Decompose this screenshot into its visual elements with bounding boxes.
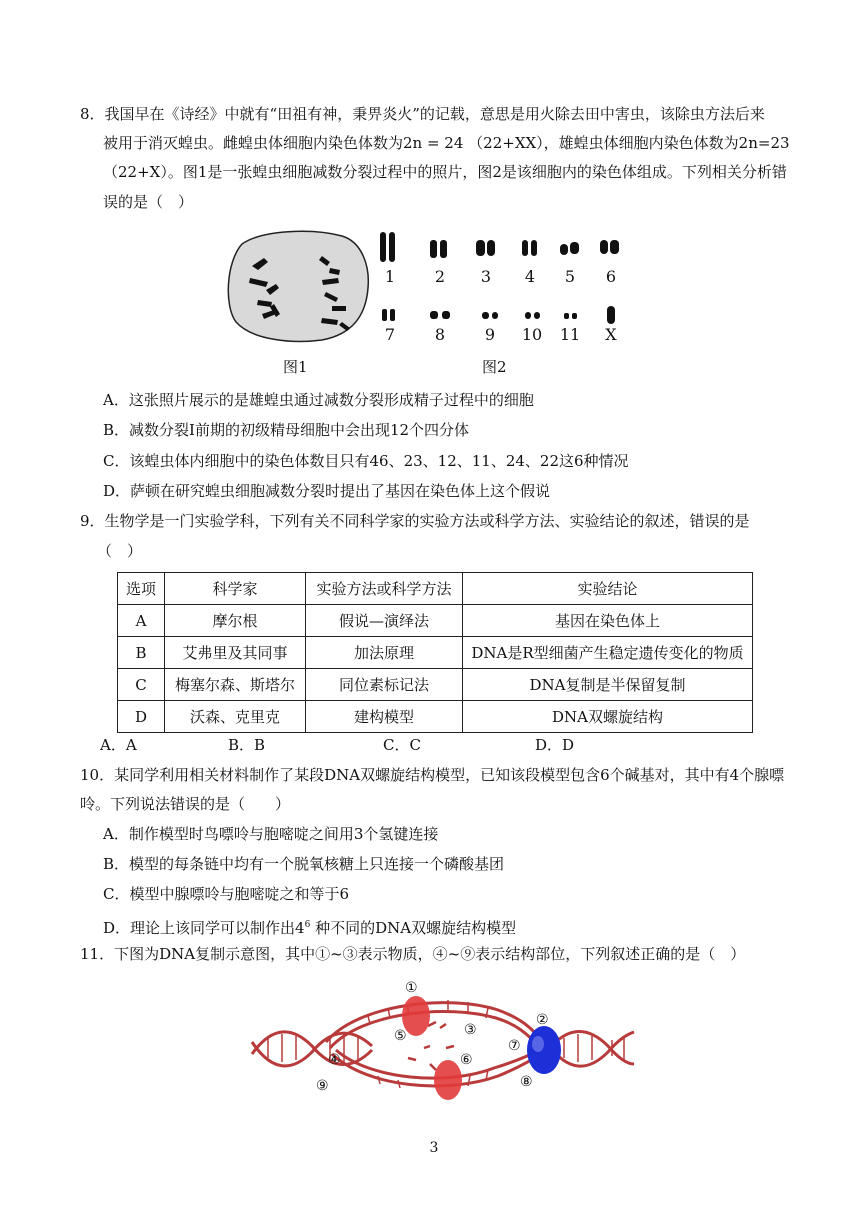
q9-table xyxy=(117,572,753,733)
karyo-label-6: 6 xyxy=(605,267,617,286)
q9-option-c: C．C xyxy=(383,736,421,754)
karyo-label-9: 9 xyxy=(484,325,496,344)
table-cell: DNA复制是半保留复制 xyxy=(463,669,753,701)
label-7: ⑦ xyxy=(508,1038,521,1054)
q9-line1: 9．生物学是一门实验学科，下列有关不同科学家的实验方法或科学方法、实验结论的叙述，错误的是 xyxy=(80,512,750,530)
table-cell: 艾弗里及其同事 xyxy=(165,637,306,669)
q10-line2: 呤。下列说法错误的是（ ） xyxy=(80,795,291,813)
q10-option-d: D．理论上该同学可以制作出$4^6$ 种不同的DNA双螺旋结构模型 xyxy=(103,919,517,937)
table-cell: B xyxy=(118,637,165,669)
table-cell: A xyxy=(118,605,165,637)
figure-2-caption: 图2 xyxy=(482,358,507,376)
karyo-label-3: 3 xyxy=(480,267,492,286)
q8-option-b: B．减数分裂Ⅰ前期的初级精母细胞中会出现12个四分体 xyxy=(103,421,470,439)
table-cell: 摩尔根 xyxy=(165,605,306,637)
q8-option-d: D．萨顿在研究蝗虫细胞减数分裂时提出了基因在染色体上这个假说 xyxy=(103,482,551,500)
table-cell: 沃森、克里克 xyxy=(165,701,306,733)
q11-dna-replication-diagram xyxy=(248,976,636,1104)
q8-option-c: C．该蝗虫体内细胞中的染色体数目只有46、23、12、11、24、22这6种情况 xyxy=(103,452,629,470)
karyo-label-7: 7 xyxy=(384,325,396,344)
karyo-label-8: 8 xyxy=(434,325,446,344)
q10-option-b: B．模型的每条链中均有一个脱氧核糖上只连接一个磷酸基团 xyxy=(103,855,505,873)
q9-option-d: D．D xyxy=(535,736,575,754)
q8-line4: 误的是（ ） xyxy=(103,193,194,211)
figure-1-cell-photo xyxy=(222,226,372,344)
q9-option-a: A．A xyxy=(100,736,137,754)
label-3: ③ xyxy=(464,1022,477,1038)
q8-line1: 8．我国早在《诗经》中就有“田祖有神，秉畀炎火”的记载，意思是用火除去田中害虫，该除虫方法后来 xyxy=(80,105,765,123)
table-cell: 同位素标记法 xyxy=(306,669,463,701)
table-cell: DNA双螺旋结构 xyxy=(463,701,753,733)
label-4: ④ xyxy=(328,1052,341,1068)
exponent: 6 xyxy=(304,920,311,930)
q9-option-b: B．B xyxy=(228,736,266,754)
table-header: 实验结论 xyxy=(463,573,753,605)
table-row xyxy=(118,637,753,669)
karyo-label-x: X xyxy=(605,325,617,344)
page-number: 3 xyxy=(429,1140,439,1156)
q10-line1: 10．某同学利用相关材料制作了某段DNA双螺旋结构模型，已知该段模型包含6个碱基对，其中有4个腺嘌 xyxy=(80,766,785,784)
table-header: 选项 xyxy=(118,573,165,605)
q11-line1: 11．下图为DNA复制示意图，其中①~③表示物质，④~⑨表示结构部位，下列叙述正确的是（ ） xyxy=(80,945,746,963)
figure-1-caption: 图1 xyxy=(283,358,308,376)
karyo-label-4: 4 xyxy=(524,267,536,286)
q10-option-a: A．制作模型时鸟嘌呤与胞嘧啶之间用3个氢键连接 xyxy=(103,825,439,843)
table-cell: C xyxy=(118,669,165,701)
karyo-label-2: 2 xyxy=(434,267,446,286)
table-header: 科学家 xyxy=(165,573,306,605)
table-header: 实验方法或科学方法 xyxy=(306,573,463,605)
q8-line3: （22+X）。图1是一张蝗虫细胞减数分裂过程中的照片，图2是该细胞内的染色体组成。下列相关分析错 xyxy=(103,163,787,181)
q10-option-c: C．模型中腺嘌呤与胞嘧啶之和等于6 xyxy=(103,885,350,903)
table-cell: D xyxy=(118,701,165,733)
karyo-label-10: 10 xyxy=(521,325,543,344)
q8-line2: 被用于消灭蝗虫。雌蝗虫体细胞内染色体数为2n = 24 （22+XX），雄蝗虫体细胞内染色体数为2n=23 xyxy=(103,134,790,152)
chromosome-row-1 xyxy=(380,232,619,262)
karyo-label-11: 11 xyxy=(559,325,581,344)
table-cell: 加法原理 xyxy=(306,637,463,669)
table-header-row xyxy=(118,573,753,605)
q9-line2: （ ） xyxy=(97,542,143,560)
table-row xyxy=(118,701,753,733)
chromosome-row-2 xyxy=(382,306,615,324)
label-1: ① xyxy=(405,980,418,996)
table-cell: 梅塞尔森、斯塔尔 xyxy=(165,669,306,701)
figure-2-karyotype xyxy=(370,226,635,344)
table-row xyxy=(118,669,753,701)
table-cell: 基因在染色体上 xyxy=(463,605,753,637)
label-5: ⑤ xyxy=(394,1028,407,1044)
label-6: ⑥ xyxy=(460,1052,473,1068)
table-cell: 建构模型 xyxy=(306,701,463,733)
label-2: ② xyxy=(536,1012,549,1028)
table-row xyxy=(118,605,753,637)
label-8: ⑧ xyxy=(520,1074,533,1090)
table-cell: 假说—演绎法 xyxy=(306,605,463,637)
label-9: ⑨ xyxy=(316,1078,329,1094)
table-cell: DNA是R型细菌产生稳定遗传变化的物质 xyxy=(463,637,753,669)
q8-option-a: A．这张照片展示的是雄蝗虫通过减数分裂形成精子过程中的细胞 xyxy=(103,391,534,409)
karyo-label-5: 5 xyxy=(564,267,576,286)
karyo-label-1: 1 xyxy=(384,267,396,286)
